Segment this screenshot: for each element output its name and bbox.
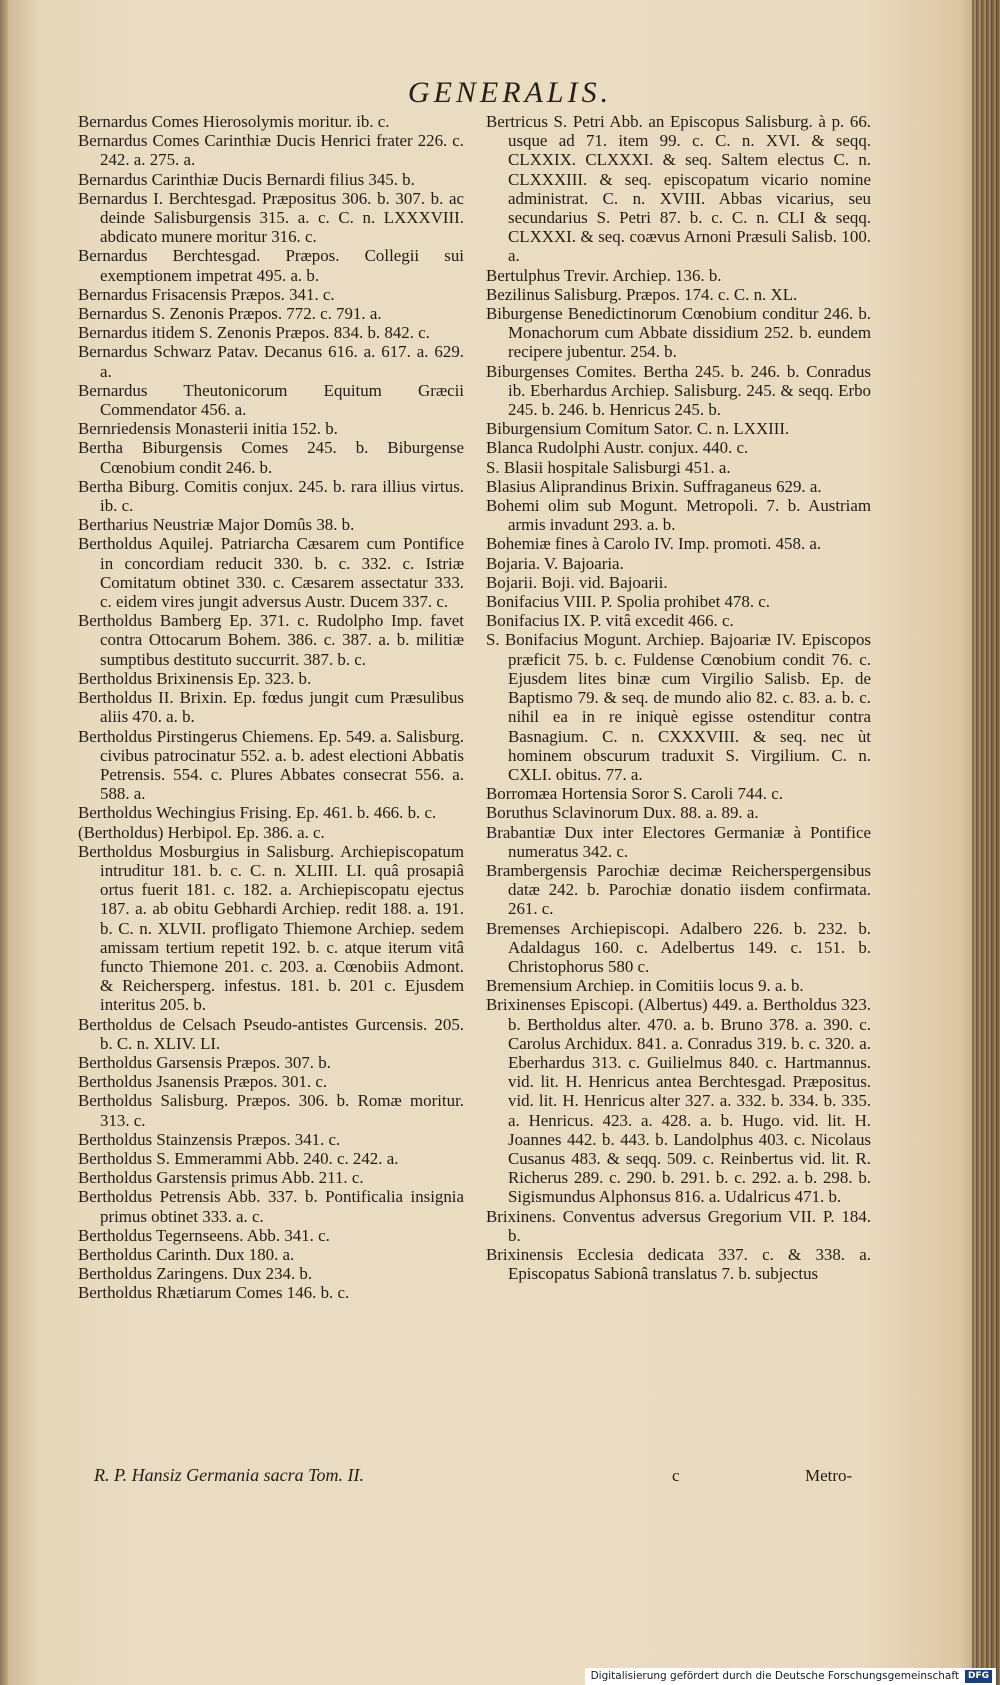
index-entry: Brixinensis Ecclesia dedicata 337. c. & 338. a. Episcopatus Sabionâ translatus 7. b. subjectus [486, 1244, 871, 1284]
index-entry: Bertholdus Mosburgius in Salisburg. Archiepiscopatum intruditur 181. b. c. C. n. XLIII. LI. quâ prosapiâ ortus fuerit 181. c. 182. a. Archiepiscopatu ejectus 187. a. ab obitu Gebhardi Archiep. redit 188. a. 191. b. C. n. XLVII. profligato Thiemone Archiep. sedem amissam tertium repetit 192. b. c. atque iterum vitâ functo Thiemone 201. c. 203. a. Cœnobiis Admont. & Reichersperg. infestus. 181. b. 201 c. Ejusdem interitus 205. b. [78, 841, 464, 1015]
index-entry: Bernardus Carinthiæ Ducis Bernardi filius 345. b. [78, 169, 415, 189]
index-entry: Brabantiæ Dux inter Electores Germaniæ à Pontifice numeratus 342. c. [486, 822, 871, 861]
signature-mark: c [672, 1466, 680, 1485]
index-entry: Bertholdus Wechingius Frising. Ep. 461. b. 466. b. c. [78, 803, 437, 823]
index-entry: Bertholdus Petrensis Abb. 337. b. Pontificalia insignia primus obtinet 333. a. c. [78, 1187, 464, 1226]
index-entry: Bohemiæ fines à Carolo IV. Imp. promoti. 458. a. [486, 534, 822, 554]
index-entry: Bezilinus Salisburg. Præpos. 174. c. C. n. XL. [486, 284, 798, 304]
index-entry: S. Blasii hospitale Salisburgi 451. a. [486, 457, 731, 477]
index-entry: S. Bonifacius Mogunt. Archiep. Bajoariæ IV. Episcopos præficit 75. b. c. Fuldense Cœnobium condit 76. c. Ejusdem lites binæ cum Virgilio Salisb. Ep. de Baptismo 79. & seq. de mundo alio 82. c. 83. a. b. c. nihil ea in re iniquè egisse ostenditur contra Basnagium. C. n. CXXXVIII. & seq. nec ùt hominem obscurum traduxit S. Virgilium. C. n. CXLI. obitus. 77. a. [486, 630, 871, 784]
index-entry: Bojaria. V. Bajoaria. [486, 553, 624, 573]
index-entry: Brambergensis Parochiæ decimæ Reicherspergensibus datæ 242. b. Parochiæ donatio iisdem confirmata. 261. c. [486, 860, 871, 919]
index-entry: Biburgensium Comitum Sator. C. n. LXXIII. [486, 419, 790, 439]
index-entry: (Bertholdus) Herbipol. Ep. 386. a. c. [78, 822, 325, 842]
index-entry: Bertholdus Aquilej. Patriarcha Cæsarem cum Pontifice in concordiam reducit 330. b. c. 332. c. Istriæ Comitatum obtinet 330. c. Cæsarem assectatur 333. c. eidem vires jungit adversus Austr. Ducem 337. c. [78, 534, 464, 612]
index-entry: Bonifacius IX. P. vitâ excedit 466. c. [486, 611, 734, 631]
index-entry: Borromæa Hortensia Soror S. Caroli 744. c. [486, 784, 783, 804]
banner-text: Digitalisierung gefördert durch die Deutsche Forschungsgemeinschaft [590, 1670, 959, 1682]
catchword: Metro- [805, 1466, 853, 1485]
index-entry: Bertholdus Stainzensis Præpos. 341. c. [78, 1129, 341, 1149]
page-edge [972, 0, 1000, 1685]
index-entry: Blanca Rudolphi Austr. conjux. 440. c. [486, 438, 749, 458]
index-entry: Bertholdus de Celsach Pseudo-antistes Gurcensis. 205. b. C. n. XLIV. LI. [78, 1014, 464, 1053]
index-entry: Bernardus Schwarz Patav. Decanus 616. a. 617. a. 629. a. [78, 342, 464, 381]
index-entry: Bertholdus Carinth. Dux 180. a. [78, 1244, 295, 1264]
index-entry: Bertholdus Pirstingerus Chiemens. Ep. 549. a. Salisburg. civibus patrocinatur 552. a. b. adest electioni Abbatis Petrensis. 554. c. Plures Abbates consecrat 556. a. 588. a. [78, 726, 464, 804]
index-entry: Bertholdus Jsanensis Præpos. 301. c. [78, 1072, 328, 1092]
index-entry: Bertholdus Garsensis Præpos. 307. b. [78, 1052, 331, 1072]
index-entry: Bertulphus Trevir. Archiep. 136. b. [486, 265, 722, 285]
index-entry: Bernardus S. Zenonis Præpos. 772. c. 791. a. [78, 304, 382, 324]
left-column [78, 112, 464, 1303]
index-entry: Bremensium Archiep. in Comitiis locus 9. a. b. [486, 976, 804, 996]
index-entry: Brixinenses Episcopi. (Albertus) 449. a. Bertholdus 323. b. Bertholdus alter. 470. a. b. Bruno 378. a. 390. c. Carolus Archidux. 841. a. Conradus 319. b. c. 320. a. Eberhardus 313. c. Guilielmus 840. c. Hartmannus. vid. lit. H. Henricus antea Berchtesgad. Præpositus. vid. lit. H. Henricus alter 327. a. 332. b. 334. b. 335. a. Henricus. 423. a. 428. a. b. Hugo. vid. lit. H. Joannes 442. b. 443. b. Landolphus 403. c. Nicolaus Cusanus 483. & seqq. 509. c. Reinbertus vid. lit. R. Richerus 289. c. 290. b. 291. b. c. 292. a. b. 298. b. Sigismundus Alphonsus 816. a. Udalricus 471. b. [486, 995, 871, 1207]
index-entry: Biburgenses Comites. Bertha 245. b. 246. b. Conradus ib. Eberhardus Archiep. Salisburg. 245. & seqq. Erbo 245. b. 246. b. Henricus 245. b. [486, 361, 871, 420]
index-entry: Bojarii. Boji. vid. Bajoarii. [486, 572, 668, 592]
dfg-logo-icon: DFG [965, 1670, 992, 1683]
index-entry: Bernardus Frisacensis Præpos. 341. c. [78, 284, 335, 304]
index-entry: Bernardus Comes Carinthiæ Ducis Henrici frater 226. c. 242. a. 275. a. [78, 131, 464, 170]
index-entry: Bertricus S. Petri Abb. an Episcopus Salisburg. à p. 66. usque ad 71. item 99. c. C. n. XVI. & seqq. CLXXIX. CLXXXI. & seq. Saltem electus C. n. CLXXXIII. & seq. episcopatum vicario nomine administrat. C. n. XVIII. Abbas vicarius, seu secundarius S. Petri 87. b. c. C. n. CLI & seqq. CLXXXI. & seq. coævus Arnoni Præsuli Salisb. 100. a. [486, 112, 871, 266]
index-entry: Brixinens. Conventus adversus Gregorium VII. P. 184. b. [486, 1206, 871, 1245]
running-title: R. P. Hansiz Germania sacra Tom. II. [94, 1465, 365, 1485]
index-entry: Bohemi olim sub Mogunt. Metropoli. 7. b. Austriam armis invadunt 293. a. b. [486, 496, 871, 535]
index-entry: Bertholdus S. Emmerammi Abb. 240. c. 242. a. [78, 1148, 399, 1168]
index-entry: Bernardus Berchtesgad. Præpos. Collegii sui exemptionem impetrat 495. a. b. [78, 246, 464, 285]
index-entry: Boruthus Sclavinorum Dux. 88. a. 89. a. [486, 803, 759, 823]
index-entry: Bernriedensis Monasterii initia 152. b. [78, 419, 338, 439]
digitization-banner [585, 1668, 996, 1685]
index-entry: Bertholdus Salisburg. Præpos. 306. b. Romæ moritur. 313. c. [78, 1091, 464, 1130]
index-entry: Bonifacius VIII. P. Spolia prohibet 478. c. [486, 592, 770, 612]
index-entry: Bertholdus Zaringens. Dux 234. b. [78, 1264, 313, 1284]
right-column [486, 112, 871, 1283]
index-entry: Bertholdus Bamberg Ep. 371. c. Rudolpho Imp. favet contra Ottocarum Bohem. 386. c. 387. a. b. militiæ sumptibus destituto succurrit. 387. b. c. [78, 611, 464, 669]
index-entry: Bernardus Theutonicorum Equitum Græcii Commendator 456. a. [78, 380, 464, 420]
index-entry: Biburgense Benedictinorum Cœnobium conditur 246. b. Monachorum cum Abbate dissidium 252. b. eundem recipere jubentur. 254. b. [486, 304, 871, 362]
page-header: GENERALIS. [407, 76, 613, 109]
index-entry: Bernardus itidem S. Zenonis Præpos. 834. b. 842. c. [78, 323, 430, 343]
index-entry: Bremenses Archiepiscopi. Adalbero 226. b. 232. b. Adaldagus 160. c. Adelbertus 149. c. 151. b. Christophorus 580 c. [486, 918, 871, 976]
index-entry: Bertharius Neustriæ Major Domûs 38. b. [78, 515, 355, 535]
index-entry: Bernardus I. Berchtesgad. Præpositus 306. b. 307. b. ac deinde Salisburgensis 315. a. c. C. n. LXXXVIII. abdicato munere moritur 316. c. [78, 188, 464, 247]
index-entry: Bertholdus Garstensis primus Abb. 211. c. [78, 1168, 364, 1188]
index-entry: Bernardus Comes Hierosolymis moritur. ib. c. [78, 112, 390, 131]
index-entry: Bertholdus II. Brixin. Ep. fœdus jungit cum Præsulibus aliis 470. a. b. [78, 688, 464, 727]
index-entry: Bertholdus Rhætiarum Comes 146. b. c. [78, 1283, 350, 1303]
index-entry: Bertholdus Tegernseens. Abb. 341. c. [78, 1225, 330, 1245]
index-entry: Bertha Biburgensis Comes 245. b. Biburgense Cœnobium condit 246. b. [78, 438, 464, 477]
index-entry: Blasius Aliprandinus Brixin. Suffraganeus 629. a. [486, 476, 822, 496]
index-entry: Bertha Biburg. Comitis conjux. 245. b. rara illius virtus. ib. c. [78, 476, 464, 516]
index-entry: Bertholdus Brixinensis Ep. 323. b. [78, 668, 312, 688]
